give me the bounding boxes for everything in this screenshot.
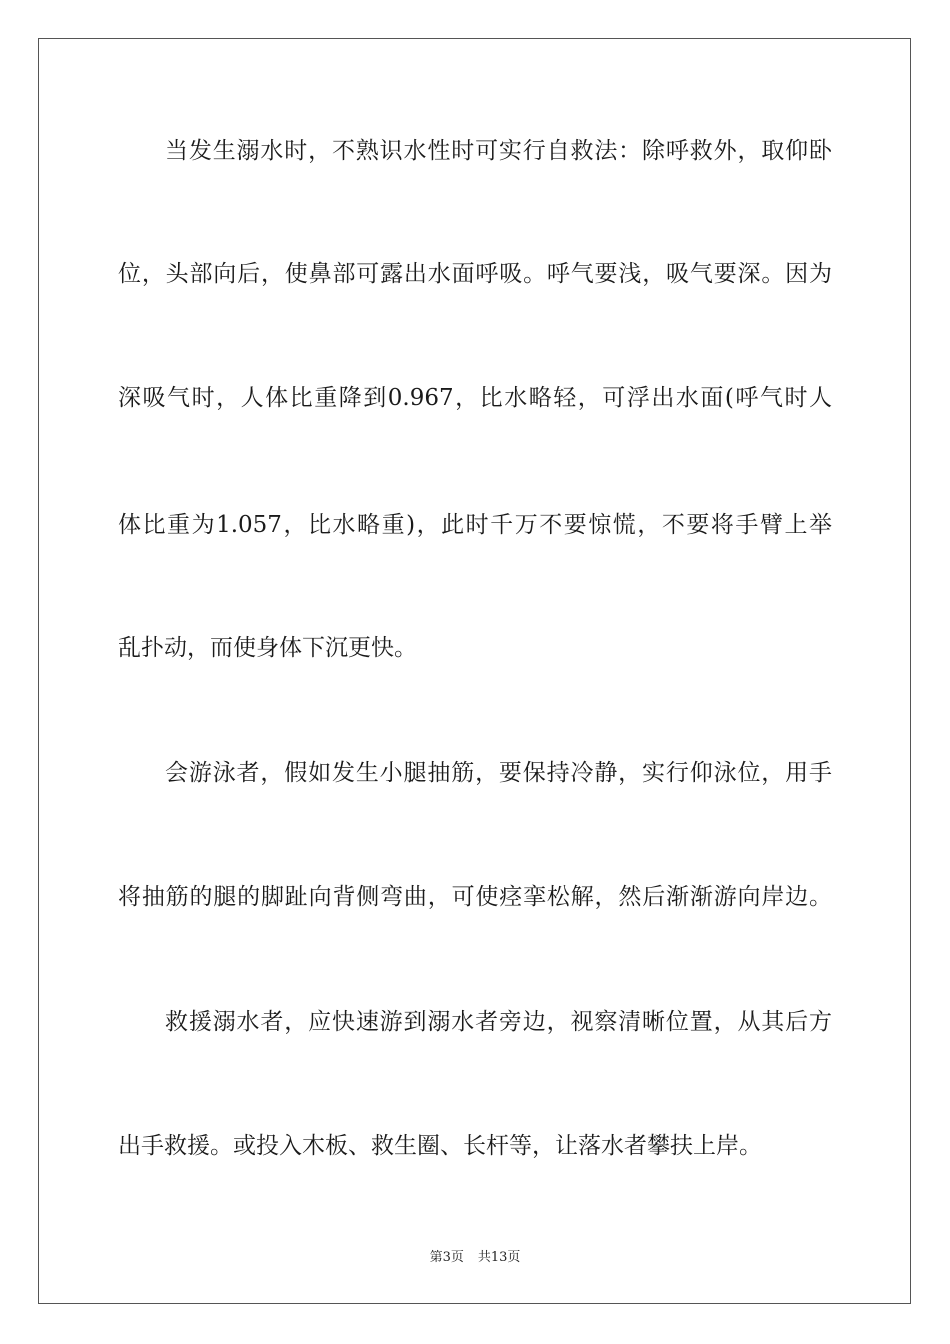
paragraph-1-line-2: 位，头部向后，使鼻部可露出水面呼吸。呼气要浅，吸气要深。因为: [118, 261, 832, 287]
paragraph-2-line-2: 将抽筋的腿的脚趾向背侧弯曲，可使痉挛松解，然后渐渐游向岸边。: [118, 884, 832, 910]
paragraph-1-line-5: 乱扑动，而使身体下沉更快。: [118, 635, 417, 661]
paragraph-1-line-1: 当发生溺水时，不熟识水性时可实行自救法：除呼救外，取仰卧: [165, 138, 832, 164]
page-border: [38, 38, 911, 1304]
paragraph-1-line-3: 深吸气时，人体比重降到0.967，比水略轻，可浮出水面(呼气时人: [118, 385, 832, 411]
paragraph-3-line-1: 救援溺水者，应快速游到溺水者旁边，视察清晰位置，从其后方: [165, 1009, 832, 1035]
page-number: 第3页: [429, 1250, 464, 1265]
paragraph-2-line-1: 会游泳者，假如发生小腿抽筋，要保持冷静，实行仰泳位，用手: [165, 760, 832, 786]
paragraph-3-line-2: 出手救援。或投入木板、救生圈、长杆等，让落水者攀扶上岸。: [118, 1133, 762, 1159]
paragraph-1-line-4: 体比重为1.057，比水略重)，此时千万不要惊慌，不要将手臂上举: [118, 512, 832, 538]
page-total: 共13页: [477, 1250, 521, 1265]
page-footer: [0, 1246, 950, 1265]
